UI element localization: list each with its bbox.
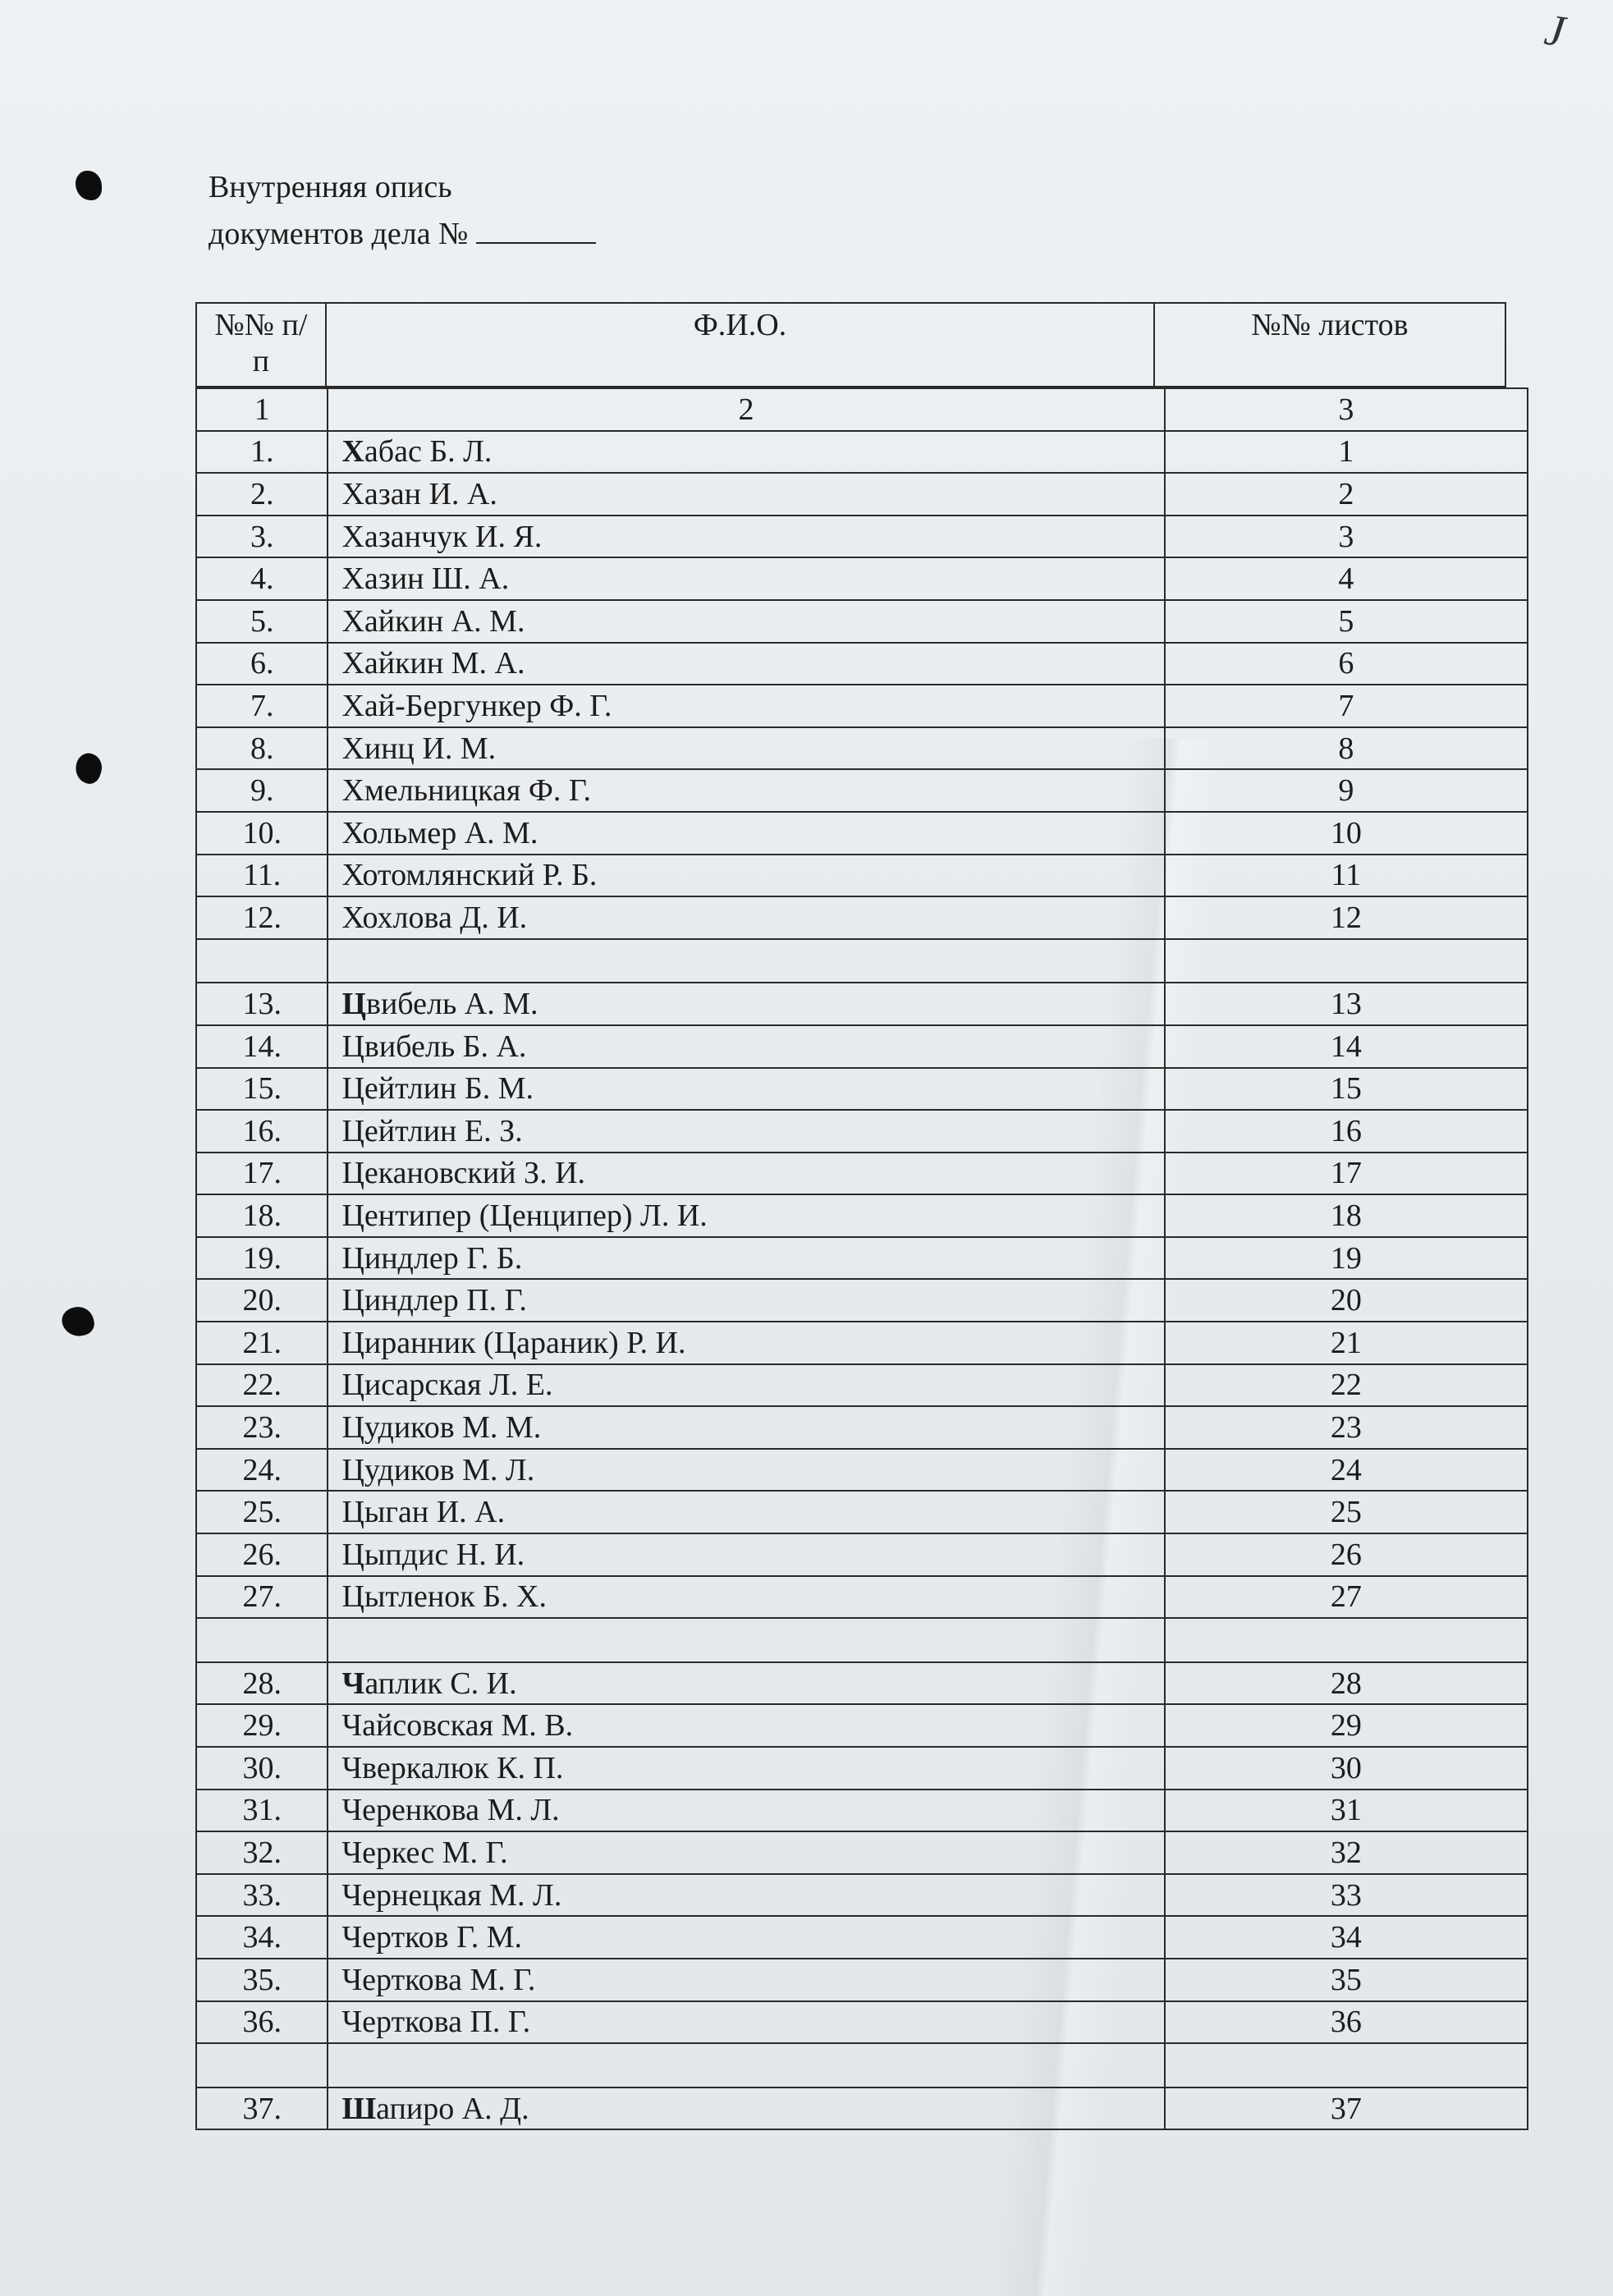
name-text: Хай-Бергункер Ф. Г.: [341, 688, 612, 723]
row-sheets: 33: [1165, 1874, 1528, 1917]
table-row: [196, 1790, 1528, 1832]
name-text: Цудиков М. Л.: [341, 1452, 535, 1487]
table-row: [196, 516, 1528, 558]
row-sheets: 7: [1165, 685, 1528, 727]
row-sheets: 22: [1165, 1364, 1528, 1407]
name-text: Чертков Г. М.: [341, 1920, 523, 1955]
punch-hole: [76, 171, 102, 200]
header-sheets: №№ листов: [1154, 303, 1505, 387]
row-number: 34.: [196, 1916, 328, 1959]
name-text: Хазин Ш. А.: [341, 561, 510, 597]
row-name: [328, 1491, 1164, 1533]
case-number-blank: [476, 214, 596, 244]
name-text: Цейтлин Б. М.: [341, 1071, 534, 1107]
row-number: 25.: [196, 1491, 328, 1533]
row-sheets: 28: [1165, 1662, 1528, 1705]
row-name: [328, 431, 1164, 474]
name-text: Хохлова Д. И.: [341, 900, 528, 935]
table-row: [196, 431, 1528, 474]
row-number: 26.: [196, 1533, 328, 1576]
row-sheets: [1165, 2043, 1528, 2087]
row-name: [328, 2087, 1164, 2130]
column-index-row: [196, 388, 1528, 431]
table-row: [196, 2001, 1528, 2044]
row-number: 31.: [196, 1790, 328, 1832]
row-number: 14.: [196, 1025, 328, 1068]
row-sheets: 20: [1165, 1279, 1528, 1322]
row-sheets: 3: [1165, 516, 1528, 558]
name-text: Хотомлянский Р. Б.: [341, 858, 598, 893]
row-name: [328, 1194, 1164, 1237]
row-sheets: 1: [1165, 431, 1528, 474]
name-text: абас Б. Л.: [364, 434, 493, 470]
row-number: 2.: [196, 473, 328, 516]
row-number: 22.: [196, 1364, 328, 1407]
column-index-1: 1: [196, 388, 328, 431]
table-row: [196, 1364, 1528, 1407]
table-row: [196, 1153, 1528, 1195]
row-number: 7.: [196, 685, 328, 727]
row-number: 5.: [196, 600, 328, 643]
row-name: [328, 1449, 1164, 1492]
name-text: Цудиков М. М.: [341, 1410, 542, 1446]
table-row: [196, 473, 1528, 516]
row-sheets: 25: [1165, 1491, 1528, 1533]
row-name: [328, 769, 1164, 812]
row-sheets: 9: [1165, 769, 1528, 812]
heading-line-1: Внутренняя опись: [208, 170, 452, 204]
inventory-table: [195, 387, 1528, 2130]
row-name: [328, 1662, 1164, 1705]
row-sheets: 12: [1165, 896, 1528, 939]
header-num-label: №№ п/п: [214, 308, 308, 378]
table-row: [196, 1025, 1528, 1068]
name-text: Хинц И. М.: [341, 731, 497, 766]
row-sheets: [1165, 939, 1528, 983]
corner-mark: J: [1541, 4, 1569, 57]
row-number: 16.: [196, 1110, 328, 1153]
row-name: [328, 1153, 1164, 1195]
row-name: [328, 896, 1164, 939]
row-sheets: 30: [1165, 1747, 1528, 1790]
row-sheets: 35: [1165, 1959, 1528, 2001]
name-text: Хайкин А. М.: [341, 603, 525, 639]
row-number: 23.: [196, 1406, 328, 1449]
table-row: [196, 1449, 1528, 1492]
row-number: 1.: [196, 431, 328, 474]
row-sheets: 11: [1165, 855, 1528, 897]
row-number: 12.: [196, 896, 328, 939]
heading-line-2-text: документов дела №: [208, 217, 469, 251]
row-name: [328, 1364, 1164, 1407]
row-sheets: 8: [1165, 727, 1528, 770]
row-name: [328, 1025, 1164, 1068]
table-row: [196, 685, 1528, 727]
table-row: [196, 1662, 1528, 1705]
table-row: [196, 1959, 1528, 2001]
row-sheets: 14: [1165, 1025, 1528, 1068]
row-sheets: 13: [1165, 983, 1528, 1025]
table-row: [196, 1491, 1528, 1533]
row-sheets: 5: [1165, 600, 1528, 643]
row-number: 18.: [196, 1194, 328, 1237]
row-name: [328, 1406, 1164, 1449]
header-num: [196, 303, 326, 387]
table-row: [196, 1747, 1528, 1790]
table-row-spacer: [196, 2043, 1528, 2087]
name-initial-letter: Ш: [341, 2091, 377, 2126]
punch-hole: [59, 1304, 97, 1340]
name-text: Циндлер Г. Б.: [341, 1240, 523, 1276]
table-row: [196, 983, 1528, 1025]
name-text: Хольмер А. М.: [341, 815, 538, 850]
row-name: [328, 939, 1164, 983]
row-number: 11.: [196, 855, 328, 897]
name-text: Центипер (Ценципер) Л. И.: [341, 1198, 708, 1234]
row-sheets: 18: [1165, 1194, 1528, 1237]
header-name: Ф.И.О.: [326, 303, 1154, 387]
row-sheets: 15: [1165, 1068, 1528, 1111]
table-row: [196, 1831, 1528, 1874]
table-row: [196, 896, 1528, 939]
row-number: [196, 939, 328, 983]
row-sheets: 16: [1165, 1110, 1528, 1153]
row-number: 28.: [196, 1662, 328, 1705]
table-row: [196, 812, 1528, 855]
table-row: [196, 1704, 1528, 1747]
row-number: 32.: [196, 1831, 328, 1874]
row-sheets: 23: [1165, 1406, 1528, 1449]
row-sheets: 32: [1165, 1831, 1528, 1874]
table-row: [196, 1916, 1528, 1959]
row-sheets: 36: [1165, 2001, 1528, 2044]
row-name: [328, 516, 1164, 558]
column-index-2: 2: [328, 388, 1164, 431]
table-row: [196, 727, 1528, 770]
row-name: [328, 685, 1164, 727]
row-name: [328, 1959, 1164, 2001]
name-initial-letter: Х: [341, 434, 364, 470]
row-name: [328, 473, 1164, 516]
table-row: [196, 643, 1528, 685]
row-sheets: 10: [1165, 812, 1528, 855]
name-text: Цыган И. А.: [341, 1495, 506, 1530]
row-name: [328, 1831, 1164, 1874]
table-row: [196, 855, 1528, 897]
name-text: аплик С. И.: [364, 1666, 517, 1701]
row-sheets: 34: [1165, 1916, 1528, 1959]
table-row: [196, 1406, 1528, 1449]
table-row: [196, 1576, 1528, 1619]
row-number: 33.: [196, 1874, 328, 1917]
row-name: [328, 855, 1164, 897]
row-sheets: 26: [1165, 1533, 1528, 1576]
name-text: Цекановский З. И.: [341, 1156, 586, 1191]
name-text: Черенкова М. Л.: [341, 1793, 560, 1828]
row-sheets: 29: [1165, 1704, 1528, 1747]
table-row: [196, 557, 1528, 600]
row-number: 21.: [196, 1322, 328, 1364]
row-number: 6.: [196, 643, 328, 685]
row-sheets: [1165, 1618, 1528, 1662]
row-number: 37.: [196, 2087, 328, 2130]
table-row-spacer: [196, 939, 1528, 983]
name-text: Хайкин М. А.: [341, 646, 525, 681]
name-text: вибель А. М.: [366, 987, 538, 1022]
row-sheets: 31: [1165, 1790, 1528, 1832]
row-name: [328, 1533, 1164, 1576]
row-name: [328, 557, 1164, 600]
row-sheets: 37: [1165, 2087, 1528, 2130]
row-number: 36.: [196, 2001, 328, 2044]
row-name: [328, 1576, 1164, 1619]
table-row: [196, 600, 1528, 643]
name-text: Цытленок Б. Х.: [341, 1579, 547, 1615]
table-row: [196, 1068, 1528, 1111]
row-number: 8.: [196, 727, 328, 770]
table-row: [196, 1322, 1528, 1364]
row-name: [328, 1618, 1164, 1662]
name-text: Чайсовская М. В.: [341, 1708, 574, 1744]
row-name: [328, 1916, 1164, 1959]
name-text: апиро А. Д.: [376, 2091, 529, 2126]
row-name: [328, 1068, 1164, 1111]
table-row: [196, 1533, 1528, 1576]
document-heading: [208, 164, 596, 258]
name-text: Цыпдис Н. И.: [341, 1537, 525, 1572]
row-number: 29.: [196, 1704, 328, 1747]
header-row: [196, 303, 1505, 387]
name-text: Циндлер П. Г.: [341, 1283, 527, 1318]
name-text: Цисарская Л. Е.: [341, 1368, 553, 1403]
name-text: Чверкалюк К. П.: [341, 1750, 564, 1785]
punch-hole: [71, 750, 106, 787]
row-sheets: 2: [1165, 473, 1528, 516]
table-row: [196, 1110, 1528, 1153]
row-number: 10.: [196, 812, 328, 855]
row-sheets: 19: [1165, 1237, 1528, 1280]
name-text: Циранник (Цараник) Р. И.: [341, 1325, 686, 1360]
table-row: [196, 1194, 1528, 1237]
heading-line-2: [208, 211, 596, 258]
row-number: 13.: [196, 983, 328, 1025]
row-name: [328, 1237, 1164, 1280]
row-name: [328, 727, 1164, 770]
inventory-rows: [196, 388, 1528, 2129]
row-number: [196, 1618, 328, 1662]
row-name: [328, 1110, 1164, 1153]
table-row: [196, 769, 1528, 812]
name-text: Цвибель Б. А.: [341, 1029, 527, 1064]
table-row: [196, 1279, 1528, 1322]
table-row: [196, 1874, 1528, 1917]
name-text: Хазанчук И. Я.: [341, 519, 543, 554]
row-name: [328, 1322, 1164, 1364]
table-row: [196, 2087, 1528, 2130]
row-name: [328, 1704, 1164, 1747]
name-text: Цейтлин Е. З.: [341, 1113, 523, 1148]
row-name: [328, 1790, 1164, 1832]
row-number: 9.: [196, 769, 328, 812]
name-text: Черкес М. Г.: [341, 1835, 508, 1870]
row-number: 20.: [196, 1279, 328, 1322]
row-number: 27.: [196, 1576, 328, 1619]
row-number: [196, 2043, 328, 2087]
name-initial-letter: Ч: [341, 1666, 365, 1701]
table-row: [196, 1237, 1528, 1280]
name-initial-letter: Ц: [341, 987, 366, 1022]
row-name: [328, 983, 1164, 1025]
name-text: Хмельницкая Ф. Г.: [341, 773, 592, 809]
row-number: 19.: [196, 1237, 328, 1280]
row-sheets: 17: [1165, 1153, 1528, 1195]
row-name: [328, 600, 1164, 643]
row-sheets: 6: [1165, 643, 1528, 685]
row-number: 17.: [196, 1153, 328, 1195]
name-text: Хазан И. А.: [341, 476, 497, 511]
row-number: 4.: [196, 557, 328, 600]
table-header: [195, 302, 1506, 387]
row-sheets: 27: [1165, 1576, 1528, 1619]
row-number: 30.: [196, 1747, 328, 1790]
row-name: [328, 812, 1164, 855]
row-name: [328, 1747, 1164, 1790]
table-row-spacer: [196, 1618, 1528, 1662]
name-text: Черткова П. Г.: [341, 2005, 531, 2040]
row-name: [328, 2001, 1164, 2044]
row-number: 3.: [196, 516, 328, 558]
row-sheets: 21: [1165, 1322, 1528, 1364]
row-sheets: 24: [1165, 1449, 1528, 1492]
name-text: Чернецкая М. Л.: [341, 1877, 562, 1913]
name-text: Черткова М. Г.: [341, 1962, 536, 1997]
column-index-3: 3: [1165, 388, 1528, 431]
row-sheets: 4: [1165, 557, 1528, 600]
row-name: [328, 643, 1164, 685]
row-number: 35.: [196, 1959, 328, 2001]
row-name: [328, 1279, 1164, 1322]
row-name: [328, 1874, 1164, 1917]
row-number: 24.: [196, 1449, 328, 1492]
row-name: [328, 2043, 1164, 2087]
row-number: 15.: [196, 1068, 328, 1111]
